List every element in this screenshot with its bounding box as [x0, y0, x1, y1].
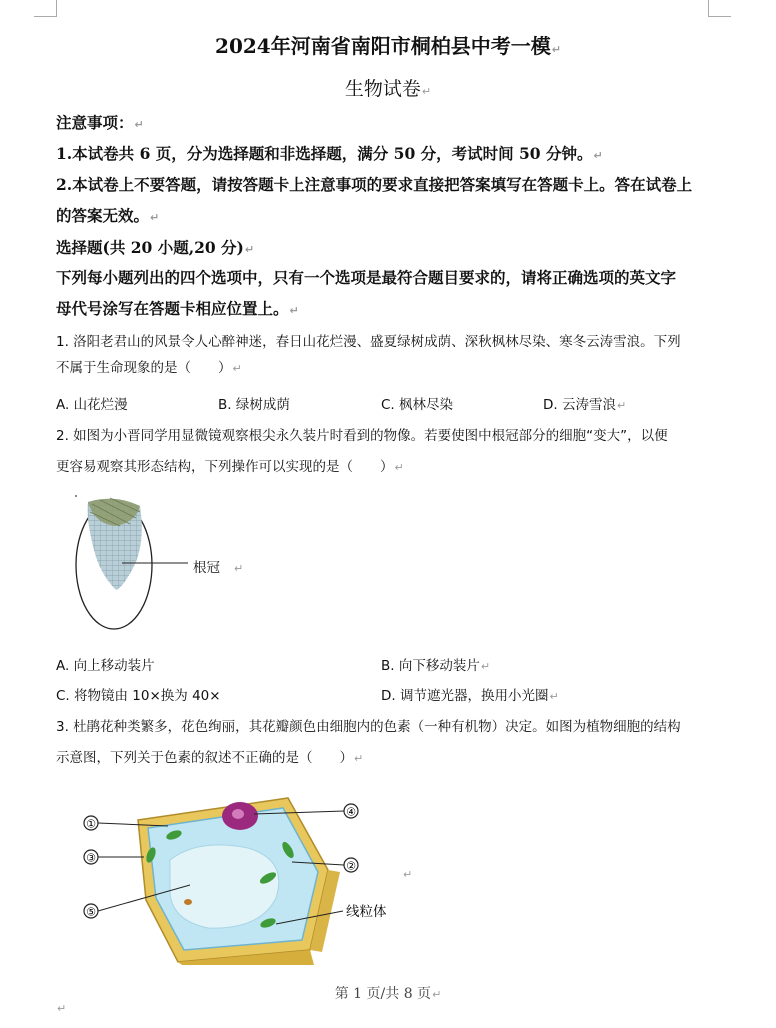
- label-mitochondria: 线粒体: [346, 904, 387, 920]
- notice-line-2: 2.本试卷上不要答题，请按答题卡上注意事项的要求直接把答案填写在答题卡上。答在试卷上: [56, 175, 693, 194]
- q2-stem-line-1: 2. 如图为小晋同学用显微镜观察根尖永久装片时看到的物像。若要使图中根冠部分的细胞“变大”，以便: [56, 428, 668, 444]
- q1-option-a: A. 山花烂漫: [56, 397, 128, 413]
- root-cap-label: 根冠 ↵: [193, 560, 244, 576]
- q2-option-d: D. 调节遮光器，换用小光圈↵: [381, 688, 559, 704]
- section-instruction-1: 下列每小题列出的四个选项中，只有一个选项是最符合题目要求的，请将正确选项的英文字: [56, 268, 677, 287]
- label-3: ③: [86, 851, 96, 865]
- exam-subtitle: 生物试卷↵: [344, 78, 432, 100]
- label-5: ⑤: [86, 905, 96, 919]
- notice-line-3: 的答案无效。↵: [56, 206, 160, 225]
- q2-option-c: C. 将物镜由 10×换为 40×: [56, 688, 221, 704]
- section-heading: 选择题(共 20 小题,20 分)↵: [56, 238, 255, 257]
- nucleolus: [232, 809, 244, 819]
- paragraph-mark-end: ↵: [57, 1002, 67, 1015]
- plant-cell-figure: [78, 790, 418, 965]
- page-footer: 第 1 页/共 8 页↵: [334, 986, 442, 1002]
- exam-title: 2024年河南省南阳市桐柏县中考一模↵: [215, 34, 561, 58]
- crop-mark-top-right: [708, 0, 731, 17]
- q1-option-d: D. 云涛雪浪↵: [543, 397, 627, 413]
- q3-stem-line-1: 3. 杜鹃花种类繁多，花色绚丽，其花瓣颜色由细胞内的色素（一种有机物）决定。如图为植物细胞的结构: [56, 719, 681, 735]
- crop-mark-top-left: [34, 0, 57, 17]
- label-1: ①: [86, 817, 96, 831]
- section-instruction-2: 母代号涂写在答题卡相应位置上。↵: [56, 299, 299, 318]
- mitochondrion: [184, 899, 192, 905]
- q1-stem-line-2: 不属于生命现象的是（ ）↵: [56, 360, 242, 376]
- q2-option-b: B. 向下移动装片↵: [381, 658, 491, 674]
- figure-dot: [75, 495, 77, 497]
- q1-stem-line-1: 1. 洛阳老君山的风景令人心醉神迷，春日山花烂漫、盛夏绿树成荫、深秋枫林尽染、寒冬云涛雪浪。下列: [56, 334, 681, 350]
- notice-heading: 注意事项：↵: [56, 113, 144, 132]
- label-2: ②: [346, 859, 356, 873]
- q1-option-c: C. 枫林尽染: [381, 397, 454, 413]
- q3-stem-line-2: 示意图，下列关于色素的叙述不正确的是（ ）↵: [56, 750, 364, 766]
- notice-line-1: 1.本试卷共 6 页，分为选择题和非选择题，满分 50 分，考试时间 50 分钟。↵: [56, 144, 603, 163]
- q2-option-a: A. 向上移动装片: [56, 658, 155, 674]
- q1-option-b: B. 绿树成荫: [218, 397, 290, 413]
- label-4: ④: [346, 805, 356, 819]
- q2-stem-line-2: 更容易观察其形态结构，下列操作可以实现的是（ ）↵: [56, 459, 404, 475]
- paragraph-mark: ↵: [403, 868, 413, 881]
